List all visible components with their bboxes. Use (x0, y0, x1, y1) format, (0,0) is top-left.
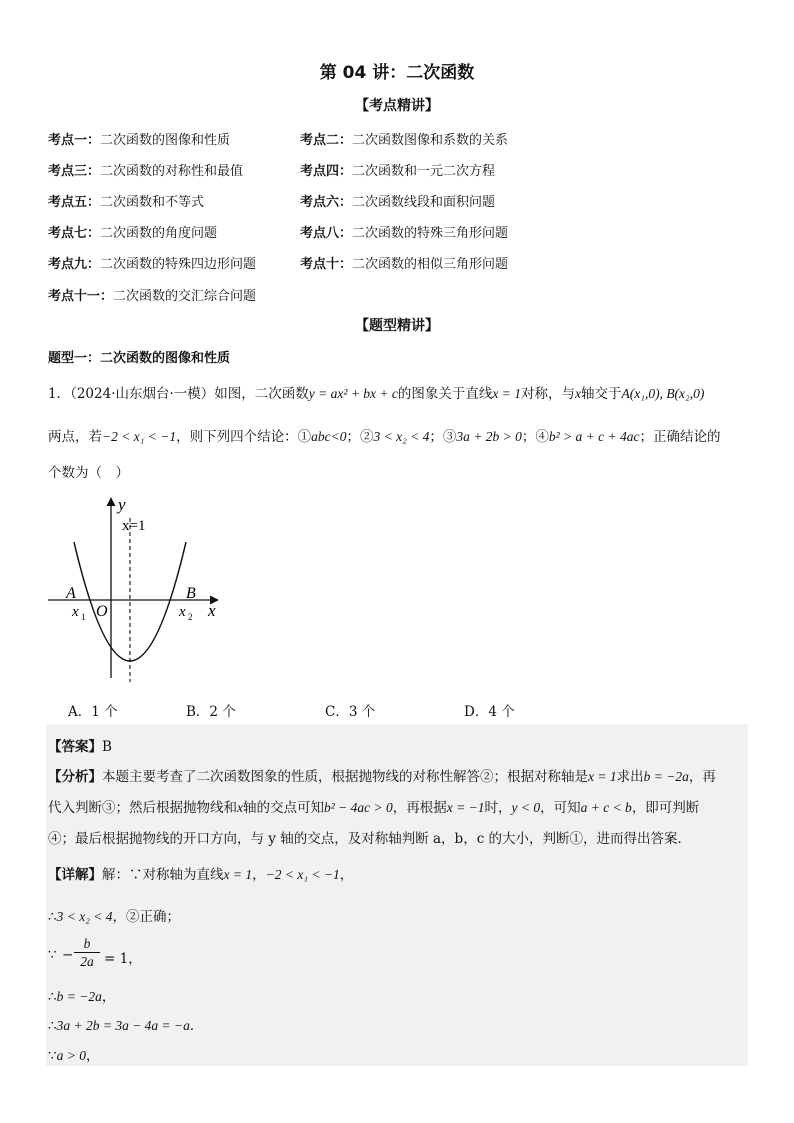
question-line-3: 个数为（ ） (48, 465, 129, 481)
analysis-line-1: 【分析】本题主要考查了二次函数图象的性质，根据抛物线的对称性解答②；根据对称轴是x = 1求出b = −2a，再 (48, 769, 716, 785)
symmetry-axis-label: x=1 (122, 518, 146, 534)
x2-label: x (179, 604, 186, 620)
kaodian-item: 考点六：二次函数线段和面积问题 (300, 195, 496, 210)
kaodian-item: 考点十：二次函数的相似三角形问题 (300, 257, 509, 272)
kaodian-item: 考点十一：二次函数的交汇综合问题 (48, 289, 257, 304)
kaodian-item: 考点四：二次函数和一元二次方程 (300, 164, 496, 179)
parabola-curve (74, 542, 186, 661)
kaodian-item: 考点二：二次函数图像和系数的关系 (300, 133, 509, 148)
origin-label: O (96, 603, 108, 620)
x-axis-label: x (208, 601, 216, 620)
x1-label: x (72, 604, 79, 620)
option-a: A．1 个 (68, 704, 118, 720)
detail-line-1: 【详解】解：∵对称轴为直线x = 1，−2 < x₁ < −1， (48, 867, 354, 883)
detail-step-3: ∴b = −2a， (48, 989, 116, 1005)
tixing-heading: 题型一：二次函数的图像和性质 (48, 351, 231, 366)
section-heading-tixing: 【题型精讲】 (355, 318, 439, 334)
kaodian-item: 考点八：二次函数的特殊三角形问题 (300, 226, 509, 241)
answer-line: 【答案】B (48, 739, 112, 755)
detail-step-5: ∵a > 0， (48, 1048, 100, 1064)
page-title: 第 04 讲：二次函数 (319, 63, 475, 83)
question-line-2: 两点，若−2 < x₁ < −1，则下列四个结论：①abc<0；②3 < x₂ < 4；③3a + 2b > 0；④b² > a + c + 4ac；正确结论的 (48, 429, 721, 445)
question-line-1: 1．（2024·山东烟台·一模）如图，二次函数y = ax² + bx + c的图象关于直线x = 1对称，与x轴交于A(x₁,0), B(x₂,0) (48, 386, 705, 402)
parabola-figure (40, 490, 240, 690)
point-a-label: A (66, 585, 76, 602)
option-b: B．2 个 (186, 704, 236, 720)
x1-subscript: 1 (81, 612, 86, 622)
kaodian-item: 考点七：二次函数的角度问题 (48, 226, 218, 241)
section-heading-kaodian: 【考点精讲】 (355, 98, 439, 114)
y-axis-label: y (118, 495, 126, 514)
option-d: D．4 个 (464, 704, 515, 720)
kaodian-item: 考点三：二次函数的对称性和最值 (48, 164, 244, 179)
option-c: C．3 个 (325, 704, 376, 720)
analysis-line-2: 代入判断③；然后根据抛物线和x轴的交点可知b² − 4ac > 0，再根据x = −1时，y < 0，可知a + c < b，即可判断 (48, 800, 700, 816)
document-page: 第 04 讲：二次函数 【考点精讲】 考点一：二次函数的图像和性质 考点二：二次函数图像和系数的关系 考点三：二次函数的对称性和最值 考点四：二次函数和一元二次方程 考点五：二次函数和不等式 考点六：二次函数线段和面积问题 考点七：二次函数的角度问题 考点八：二次函数的特殊三角形问题 考点九：二次函数的特殊四边形问题 考点十：二次函数的相似三角形问题 考点十一：二次函数的交汇综合问题 【题型精讲】 题型一：二次函数的图像和性质 1．（2024·山东烟台·一模）如图，二次函数y = ax² + bx + c的图象关于直线x = 1对称，与x轴交于A(x₁,0), B(x₂,0) 两点，若−2 < x₁ < −1，则下列四个结论：①abc<0；②3 < x₂ < 4；③3a + 2b > 0；④b² > a + c + 4ac；正确结论的 个数为（ ） y x=1 A B O x x 1 x 2 A．1 个 B．2 个 C．3 个 D．4 个 【答案】B 【分析】本题主要考查了二次函数图象的性质，根据抛物线的对称性解答②；根据对称轴是x = 1求出b = −2a，再 代入判断③；然后根据抛物线和x轴的交点可知b² − 4ac > 0，再根据x = −1时，y < 0，可知a + c < b，即可判断 ④；最后根据抛物线的开口方向，与 y 轴的交点，及对称轴判断 a，b，c 的大小，判断①，进而得出答案． 【详解】解：∵对称轴为直线x = 1，−2 < x₁ < −1， ∴3 < x₂ < 4，②正确； ∵ − b 2a = 1， ∴b = −2a， ∴3a + 2b = 3a − 4a = −a． ∵a > 0， (0, 0, 794, 1123)
kaodian-item: 考点九：二次函数的特殊四边形问题 (48, 257, 257, 272)
analysis-line-3: ④；最后根据抛物线的开口方向，与 y 轴的交点，及对称轴判断 a，b，c 的大小，判断①，进而得出答案． (48, 831, 692, 847)
kaodian-item: 考点一：二次函数的图像和性质 (48, 133, 231, 148)
x2-subscript: 2 (188, 612, 193, 622)
point-b-label: B (186, 585, 196, 602)
kaodian-item: 考点五：二次函数和不等式 (48, 195, 205, 210)
detail-step-4: ∴3a + 2b = 3a − 4a = −a． (48, 1018, 204, 1034)
fraction: b 2a (74, 936, 100, 971)
detail-step-1: ∴3 < x₂ < 4，②正确； (48, 909, 180, 925)
